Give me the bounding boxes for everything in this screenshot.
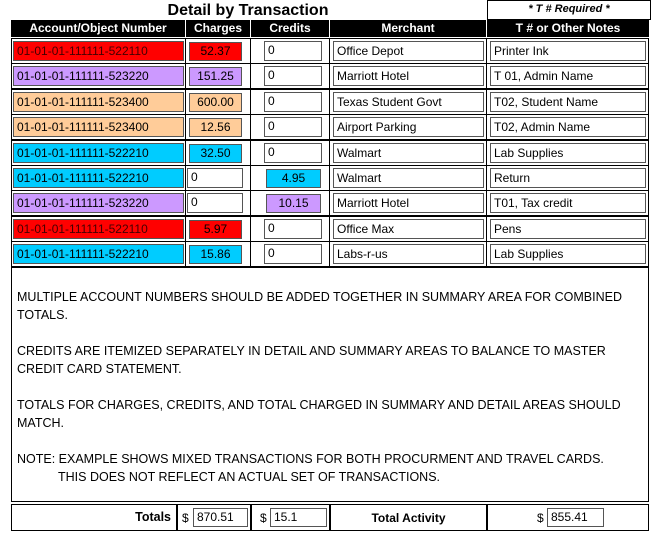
charge-field[interactable]: 5.97: [189, 220, 242, 239]
notes-field[interactable]: T02, Admin Name: [490, 117, 646, 137]
charge-field[interactable]: 151.25: [189, 67, 242, 86]
total-activity-label: Total Activity: [371, 511, 446, 525]
charge-field[interactable]: 0: [187, 168, 243, 188]
header-notes: T # or Other Notes: [487, 20, 649, 37]
notes-field[interactable]: T01, Tax credit: [490, 193, 646, 213]
merchant-field[interactable]: Marriott Hotel: [333, 66, 484, 86]
total-activity-field[interactable]: 855.41: [547, 508, 604, 527]
account-field[interactable]: 01-01-01-111111-523220: [13, 193, 184, 213]
currency-symbol: $: [537, 511, 544, 525]
total-charges-field[interactable]: 870.51: [193, 508, 248, 527]
header-account: Account/Object Number: [11, 20, 185, 37]
charge-field[interactable]: 32.50: [189, 144, 242, 163]
charge-field[interactable]: 600.00: [189, 93, 242, 112]
notes-field[interactable]: Printer Ink: [490, 41, 646, 61]
merchant-field[interactable]: Texas Student Govt: [333, 92, 484, 112]
notes-field[interactable]: T 01, Admin Name: [490, 66, 646, 86]
currency-symbol: $: [182, 511, 189, 525]
note-paragraph: CREDITS ARE ITEMIZED SEPARATELY IN DETAIL AND SUMMARY AREAS TO BALANCE TO MASTER CREDIT CARD STATEMENT.: [17, 344, 606, 376]
charge-field[interactable]: 0: [187, 193, 243, 213]
totals-label: Totals: [135, 510, 171, 524]
credit-field[interactable]: 4.95: [266, 169, 321, 188]
credit-field[interactable]: 0: [264, 219, 322, 239]
totals-label-cell: [11, 504, 177, 531]
note-paragraph: NOTE: EXAMPLE SHOWS MIXED TRANSACTIONS FOR BOTH PROCURMENT AND TRAVEL CARDS.: [17, 452, 604, 466]
charge-field[interactable]: 15.86: [189, 245, 242, 264]
merchant-field[interactable]: Walmart: [333, 143, 484, 163]
credit-field[interactable]: 0: [264, 143, 322, 163]
merchant-field[interactable]: Marriott Hotel: [333, 193, 484, 213]
account-field[interactable]: 01-01-01-111111-522110: [13, 41, 184, 61]
merchant-field[interactable]: Labs-r-us: [333, 244, 484, 264]
note-paragraph: THIS DOES NOT REFLECT AN ACTUAL SET OF TRANSACTIONS.: [58, 470, 441, 484]
credit-field[interactable]: 0: [264, 92, 322, 112]
merchant-field[interactable]: Walmart: [333, 168, 484, 188]
credit-field[interactable]: 0: [264, 66, 322, 86]
header-merchant: Merchant: [330, 20, 486, 37]
total-credits-field[interactable]: 15.1: [270, 508, 327, 527]
merchant-field[interactable]: Office Max: [333, 219, 484, 239]
total-activity-label-cell: [330, 504, 487, 531]
notes-field[interactable]: Lab Supplies: [490, 244, 646, 264]
credit-field[interactable]: 0: [264, 117, 322, 137]
charge-field[interactable]: 12.56: [189, 118, 242, 137]
credit-field[interactable]: 10.15: [266, 194, 321, 213]
page-title: Detail by Transaction: [167, 2, 329, 19]
charge-field[interactable]: 52.37: [189, 42, 242, 61]
account-field[interactable]: 01-01-01-111111-523400: [13, 92, 184, 112]
header-charges: Charges: [186, 20, 250, 37]
instructions-panel: [11, 267, 649, 502]
credit-field[interactable]: 0: [264, 244, 322, 264]
currency-symbol: $: [260, 511, 267, 525]
header-credits: Credits: [251, 20, 329, 37]
account-field[interactable]: 01-01-01-111111-523400: [13, 117, 184, 137]
merchant-field[interactable]: Airport Parking: [333, 117, 484, 137]
total-charges-cell: [177, 504, 251, 531]
note-paragraph: MULTIPLE ACCOUNT NUMBERS SHOULD BE ADDED TOGETHER IN SUMMARY AREA FOR COMBINED TOTALS.: [17, 290, 622, 322]
total-credits-cell: [251, 504, 330, 531]
account-field[interactable]: 01-01-01-111111-523220: [13, 66, 184, 86]
note-paragraph: TOTALS FOR CHARGES, CREDITS, AND TOTAL CHARGED IN SUMMARY AND DETAIL AREAS SHOULD MATCH.: [17, 398, 621, 430]
total-activity-cell: [487, 504, 649, 531]
account-field[interactable]: 01-01-01-111111-522210: [13, 143, 184, 163]
merchant-field[interactable]: Office Depot: [333, 41, 484, 61]
notes-field[interactable]: Pens: [490, 219, 646, 239]
t-required-note: * T # Required *: [528, 3, 610, 15]
account-field[interactable]: 01-01-01-111111-522210: [13, 168, 184, 188]
account-field[interactable]: 01-01-01-111111-522210: [13, 244, 184, 264]
notes-field[interactable]: T02, Student Name: [490, 92, 646, 112]
notes-field[interactable]: Lab Supplies: [490, 143, 646, 163]
account-field[interactable]: 01-01-01-111111-522110: [13, 219, 184, 239]
notes-field[interactable]: Return: [490, 168, 646, 188]
credit-field[interactable]: 0: [264, 41, 322, 61]
